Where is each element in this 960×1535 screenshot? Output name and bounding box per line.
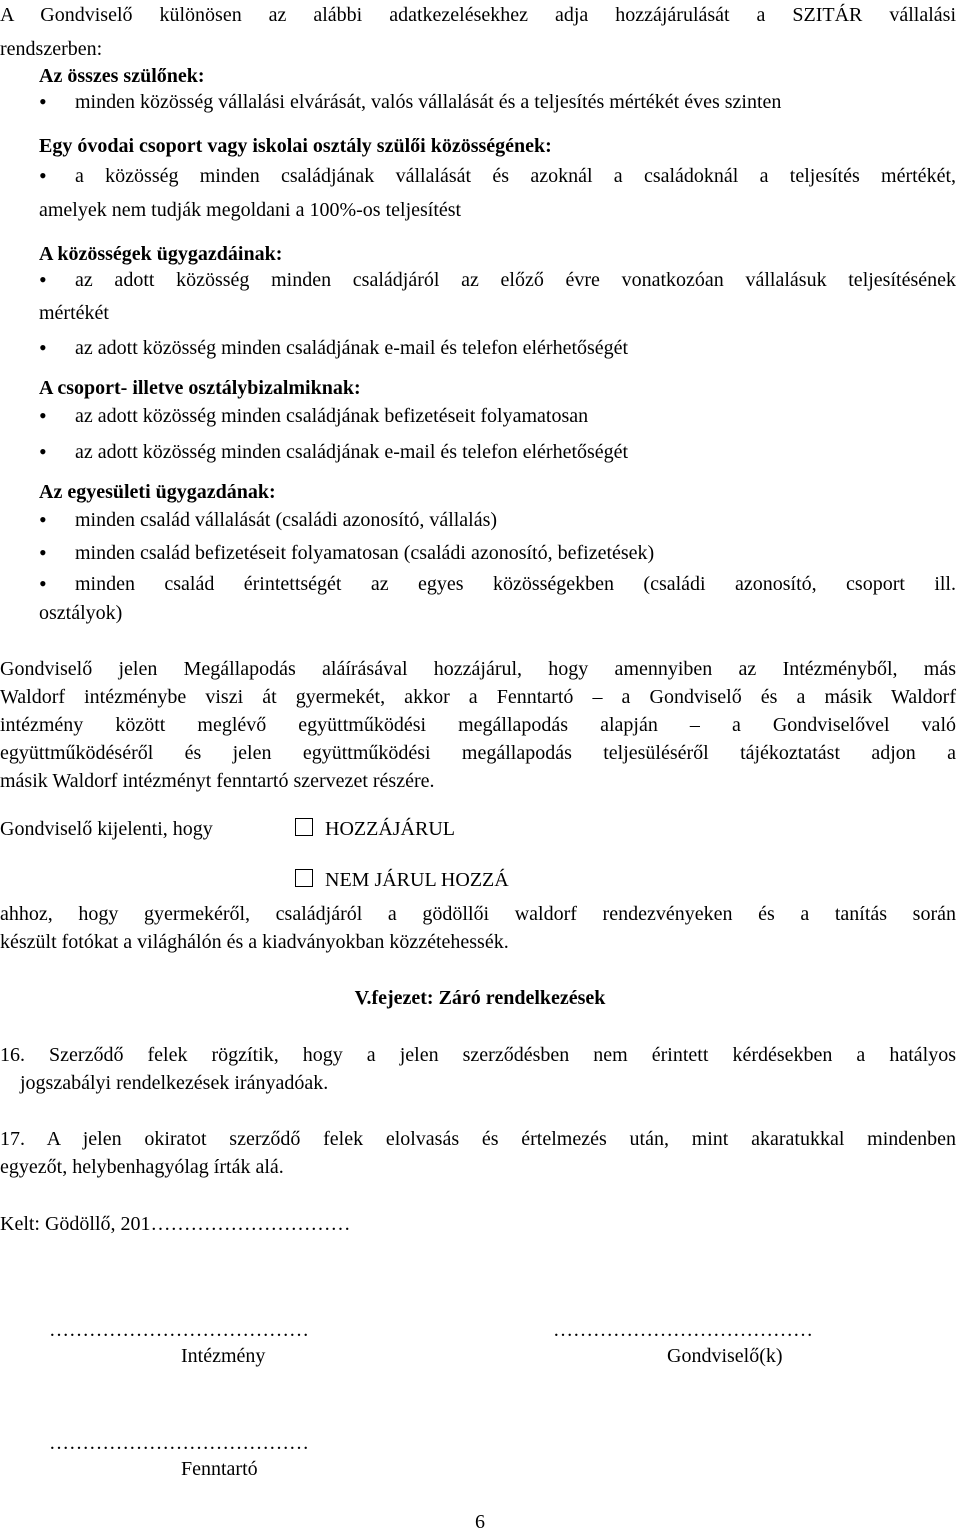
signature-label-maintainer: Fenntartó: [181, 1458, 258, 1480]
list-item: az adott közösség minden családjának e-mail és telefon elérhetőségét: [75, 441, 629, 463]
bullet-icon: •: [39, 439, 47, 464]
bullet-icon: •: [39, 571, 47, 596]
list-item-continuation: osztályok): [39, 602, 123, 624]
bullet-icon: •: [39, 163, 47, 188]
transfer-paragraph-line: másik Waldorf intézményt fenntartó szervezet részére.: [0, 770, 435, 792]
bullet-icon: •: [39, 335, 47, 360]
list-item: az adott közösség minden családjának e-mail és telefon elérhetőségét: [75, 337, 629, 359]
bullet-icon: •: [39, 267, 47, 292]
section-heading-class-trustees: A csoport- illetve osztálybizalmiknak:: [39, 377, 361, 399]
transfer-paragraph-line: együttműködéséről és jelen együttműködési megállapodás teljesüléséről tájékoztatást adjon a: [0, 742, 956, 764]
consent-no-label: NEM JÁRUL HOZZÁ: [325, 869, 509, 891]
bullet-icon: •: [39, 540, 47, 565]
signature-label-institution: Intézmény: [181, 1345, 266, 1367]
list-item: az adott közösség minden családjáról az előző évre vonatkozóan vállalásuk teljesítésének: [75, 269, 956, 291]
consent-yes-checkbox[interactable]: [295, 818, 313, 836]
consent-no-checkbox[interactable]: [295, 869, 313, 887]
intro-line-2: rendszerben:: [0, 38, 103, 60]
transfer-paragraph-line: Gondviselő jelen Megállapodás aláírásával hozzájárul, hogy amennyiben az Intézményből, más: [0, 658, 956, 680]
list-item: az adott közösség minden családjának befizetéseit folyamatosan: [75, 405, 589, 427]
transfer-paragraph-line: Waldorf intézménybe viszi át gyermekét, akkor a Fenntartó – a Gondviselő és a másik Waldorf: [0, 686, 956, 708]
list-item: minden közösség vállalási elvárását, valós vállalását és a teljesítés mértékét éves szinten: [75, 91, 782, 113]
transfer-paragraph-line: intézmény között meglévő együttműködési megállapodás alapján – a Gondviselővel való: [0, 714, 956, 736]
chapter-title: V.fejezet: Záró rendelkezések: [354, 987, 606, 1009]
signature-line-institution: …………………………………: [49, 1319, 309, 1341]
intro-line-1: A Gondviselő különösen az alábbi adatkezelésekhez adja hozzájárulását a SZITÁR vállalási: [0, 4, 956, 26]
photos-paragraph-line: ahhoz, hogy gyermekéről, családjáról a gödöllői waldorf rendezvényeken és a tanítás során: [0, 903, 956, 925]
section-heading-all-parents: Az összes szülőnek:: [39, 65, 205, 87]
signature-label-guardian: Gondviselő(k): [667, 1345, 783, 1367]
list-item: minden család befizetéseit folyamatosan (családi azonosító, befizetések): [75, 542, 655, 564]
bullet-icon: •: [39, 89, 47, 114]
section-heading-community-stewards: A közösségek ügygazdáinak:: [39, 243, 283, 265]
signature-line-maintainer: …………………………………: [49, 1432, 309, 1454]
list-item: minden család érintettségét az egyes közösségekben (családi azonosító, csoport ill.: [75, 573, 956, 595]
clause-17-line: egyezőt, helybenhagyólag írták alá.: [0, 1156, 284, 1178]
list-item-continuation: amelyek nem tudják megoldani a 100%-os teljesítést: [39, 199, 462, 221]
section-heading-association-steward: Az egyesületi ügygazdának:: [39, 481, 276, 503]
photos-paragraph-line: készült fotókat a világhálón és a kiadványokban közzétehessék.: [0, 931, 509, 953]
clause-17-line: 17. A jelen okiratot szerződő felek elolvasás és értelmezés után, mint akaratukkal mindenben: [0, 1128, 956, 1150]
clause-16-line: jogszabályi rendelkezések irányadóak.: [20, 1072, 329, 1094]
signature-line-guardian: …………………………………: [553, 1319, 813, 1341]
clause-16-line: 16. Szerződő felek rögzítik, hogy a jelen szerződésben nem érintett kérdésekben a hatályos: [0, 1044, 956, 1066]
consent-yes-label: HOZZÁJÁRUL: [325, 818, 455, 840]
bullet-icon: •: [39, 507, 47, 532]
bullet-icon: •: [39, 403, 47, 428]
section-heading-class-community: Egy óvodai csoport vagy iskolai osztály szülői közösségének:: [39, 135, 552, 157]
list-item: minden család vállalását (családi azonosító, vállalás): [75, 509, 498, 531]
consent-label: Gondviselő kijelenti, hogy: [0, 818, 213, 840]
list-item-continuation: mértékét: [39, 302, 109, 324]
date-line: Kelt: Gödöllő, 201…………………………: [0, 1213, 351, 1235]
page-number: 6: [475, 1511, 485, 1533]
list-item: a közösség minden családjának vállalását és azoknál a családoknál a teljesítés mértékét,: [75, 165, 956, 187]
